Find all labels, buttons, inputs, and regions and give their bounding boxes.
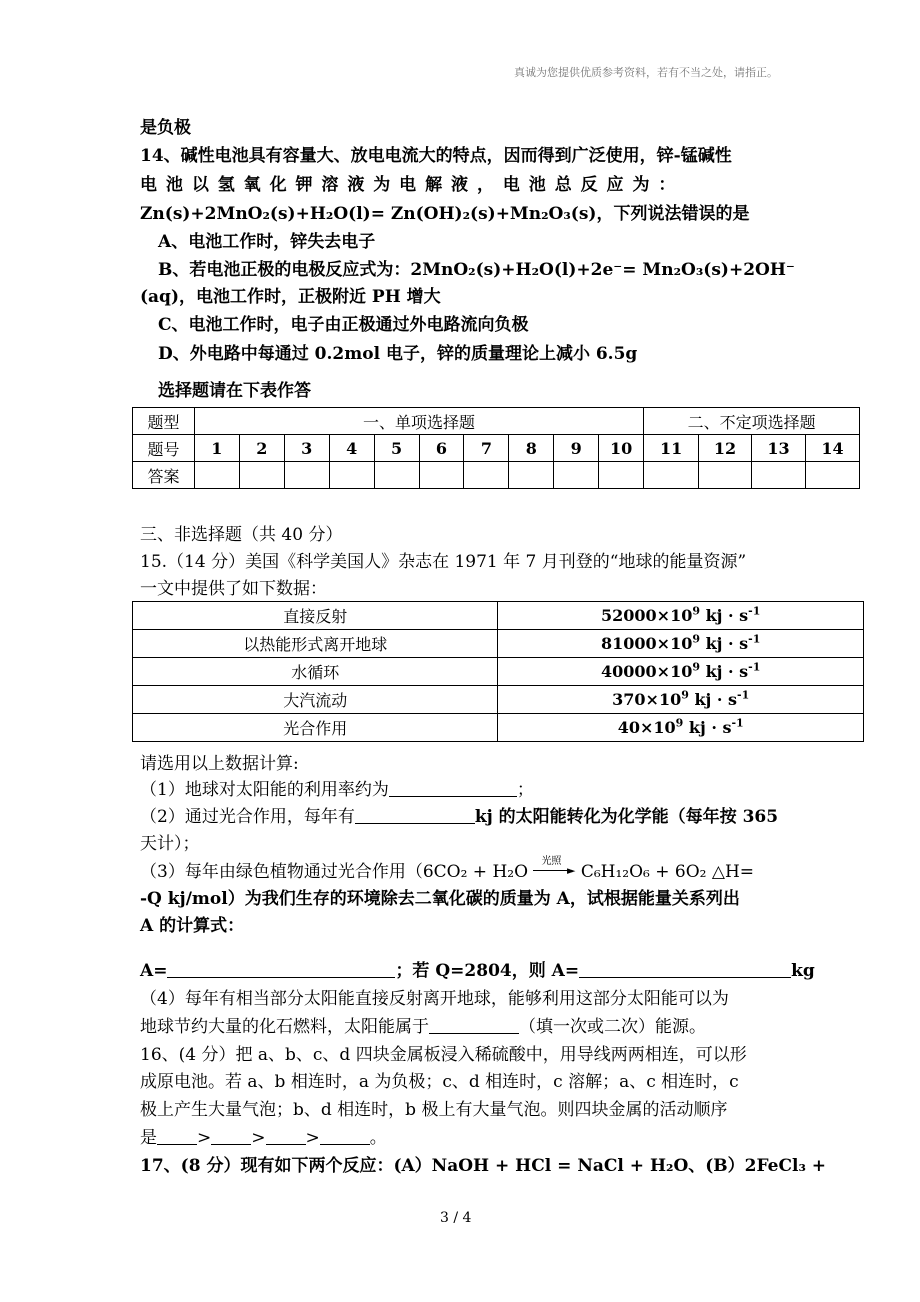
answer-cell[interactable]	[509, 462, 554, 489]
answer-cell[interactable]	[554, 462, 599, 489]
q14-option-b-line1: B、若电池正极的电极反应式为：2MnO₂(s)+H₂O(l)+2e⁻= Mn₂O₃(s)+2OH⁻	[158, 260, 795, 280]
energy-row	[133, 658, 864, 686]
section-single-choice: 一、单项选择题	[194, 408, 643, 435]
answer-cell[interactable]	[699, 462, 752, 489]
page-number: 3 / 4	[440, 1210, 472, 1226]
q15-formula: A= ；若 Q=2804，则 A= kg	[140, 961, 815, 981]
q14-option-b-line2: (aq)，电池工作时，正极附近 PH 增大	[140, 287, 441, 307]
question-number: 4	[329, 435, 374, 462]
part3-title: 三、非选择题（共 40 分）	[140, 525, 343, 545]
question-number: 12	[699, 435, 752, 462]
reaction-arrow: 光照 ►	[533, 862, 575, 876]
energy-row	[133, 602, 864, 630]
q15-sub1: （1）地球对太阳能的利用率约为 ；	[140, 780, 534, 800]
energy-label: 水循环	[133, 658, 498, 686]
energy-row	[133, 686, 864, 714]
question-number: 7	[464, 435, 509, 462]
answer-cell[interactable]	[644, 462, 699, 489]
row-label-answer: 答案	[133, 462, 195, 489]
section-multi-choice: 二、不定项选择题	[644, 408, 860, 435]
answer-cell[interactable]	[329, 462, 374, 489]
q14-option-d: D、外电路中每通过 0.2mol 电子，锌的质量理论上减小 6.5g	[158, 344, 638, 364]
energy-row	[133, 714, 864, 742]
answer-blank[interactable]	[266, 1128, 306, 1145]
q16-line4: 是 > > > 。	[140, 1128, 387, 1148]
q17-line1: 17、(8 分）现有如下两个反应：(A）NaOH + HCl = NaCl + H₂O、(B）2FeCl₃ +	[140, 1156, 827, 1176]
q16-line3: 极上产生大量气泡；b、d 相连时，b 极上有大量气泡。则四块金属的活动顺序	[140, 1100, 728, 1120]
row-label-type: 题型	[133, 408, 195, 435]
question-number: 10	[599, 435, 644, 462]
question-number: 1	[194, 435, 239, 462]
q15-sub3-line3: A 的计算式：	[140, 916, 245, 936]
q16-line2: 成原电池。若 a、b 相连时，a 为负极；c、d 相连时，c 溶解；a、c 相连时，c	[140, 1072, 739, 1092]
answer-cell[interactable]	[805, 462, 859, 489]
q14-line1: 14、碱性电池具有容量大、放电电流大的特点，因而得到广泛使用，锌-锰碱性	[140, 146, 732, 166]
q15-sub4-line2: 地球节约大量的化石燃料，太阳能属于 （填一次或二次）能源。	[140, 1017, 706, 1037]
answer-cell[interactable]	[374, 462, 419, 489]
energy-value: $52000\times 10^9$ kj · $s^{-1}$	[498, 602, 864, 630]
answer-cell[interactable]	[194, 462, 239, 489]
answer-cell[interactable]	[464, 462, 509, 489]
q15-intro-line2: 一文中提供了如下数据：	[140, 579, 327, 599]
question-number: 3	[284, 435, 329, 462]
energy-data-table	[132, 601, 864, 742]
q15-sub2-end: 天计）；	[140, 834, 200, 854]
answer-blank[interactable]	[320, 1128, 370, 1145]
question-number: 11	[644, 435, 699, 462]
energy-label: 以热能形式离开地球	[133, 630, 498, 658]
energy-label: 大汽流动	[133, 686, 498, 714]
question-number: 14	[805, 435, 859, 462]
q14-line2: 电 池 以 氢 氧 化 钾 溶 液 为 电 解 液 ， 电 池 总 反 应 为 ：	[140, 175, 676, 195]
row-label-number: 题号	[133, 435, 195, 462]
q13-tail: 是负极	[140, 118, 191, 138]
q16-line1: 16、(4 分）把 a、b、c、d 四块金属板浸入稀硫酸中，用导线两两相连，可以形	[140, 1045, 747, 1065]
answer-blank[interactable]	[157, 1128, 197, 1145]
question-number: 8	[509, 435, 554, 462]
answer-cell[interactable]	[599, 462, 644, 489]
answer-cell[interactable]	[239, 462, 284, 489]
q14-equation: Zn(s)+2MnO₂(s)+H₂O(l)= Zn(OH)₂(s)+Mn₂O₃(s)，下列说法错误的是	[140, 204, 750, 224]
q15-sub4-line1: （4）每年有相当部分太阳能直接反射离开地球，能够利用这部分太阳能可以为	[140, 989, 729, 1009]
energy-row	[133, 630, 864, 658]
energy-value: $370\times 10^9$ kj · $s^{-1}$	[498, 686, 864, 714]
answer-blank[interactable]	[579, 961, 791, 978]
answer-cell[interactable]	[419, 462, 464, 489]
answer-cell[interactable]	[752, 462, 806, 489]
answer-blank[interactable]	[355, 807, 475, 824]
answer-blank[interactable]	[389, 780, 517, 797]
energy-value: $81000\times 10^9$ kj · $s^{-1}$	[498, 630, 864, 658]
question-number: 13	[752, 435, 806, 462]
q15-sub3-line2: -Q kj/mol）为我们生存的环境除去二氧化碳的质量为 A，试根据能量关系列出	[140, 889, 740, 909]
q15-sub2: （2）通过光合作用，每年有 kj 的太阳能转化为化学能（每年按 365	[140, 807, 779, 827]
question-number: 5	[374, 435, 419, 462]
energy-value: $40\times 10^9$ kj · $s^{-1}$	[498, 714, 864, 742]
energy-label: 直接反射	[133, 602, 498, 630]
energy-value: $40000\times 10^9$ kj · $s^{-1}$	[498, 658, 864, 686]
answer-blank[interactable]	[429, 1017, 519, 1034]
question-number: 2	[239, 435, 284, 462]
answer-table	[132, 407, 860, 489]
question-number: 9	[554, 435, 599, 462]
energy-label: 光合作用	[133, 714, 498, 742]
q15-prompt: 请选用以上数据计算:	[140, 754, 299, 774]
q15-sub3: （3）每年由绿色植物通过光合作用（6CO₂ + H₂O 光照 ► C₆H₁₂O₆ + 6O₂ △H=	[140, 856, 755, 882]
table-instruction: 选择题请在下表作答	[158, 381, 311, 401]
header-note: 真诚为您提供优质参考资料，若有不当之处，请指正。	[514, 66, 778, 79]
question-number: 6	[419, 435, 464, 462]
answer-cell[interactable]	[284, 462, 329, 489]
q15-intro-line1: 15.（14 分）美国《科学美国人》杂志在 1971 年 7 月刊登的“地球的能量资源”	[140, 552, 747, 572]
answer-blank[interactable]	[167, 961, 395, 978]
q14-option-a: A、电池工作时，锌失去电子	[158, 232, 376, 252]
q14-option-c: C、电池工作时，电子由正极通过外电路流向负极	[158, 315, 529, 335]
answer-blank[interactable]	[211, 1128, 251, 1145]
